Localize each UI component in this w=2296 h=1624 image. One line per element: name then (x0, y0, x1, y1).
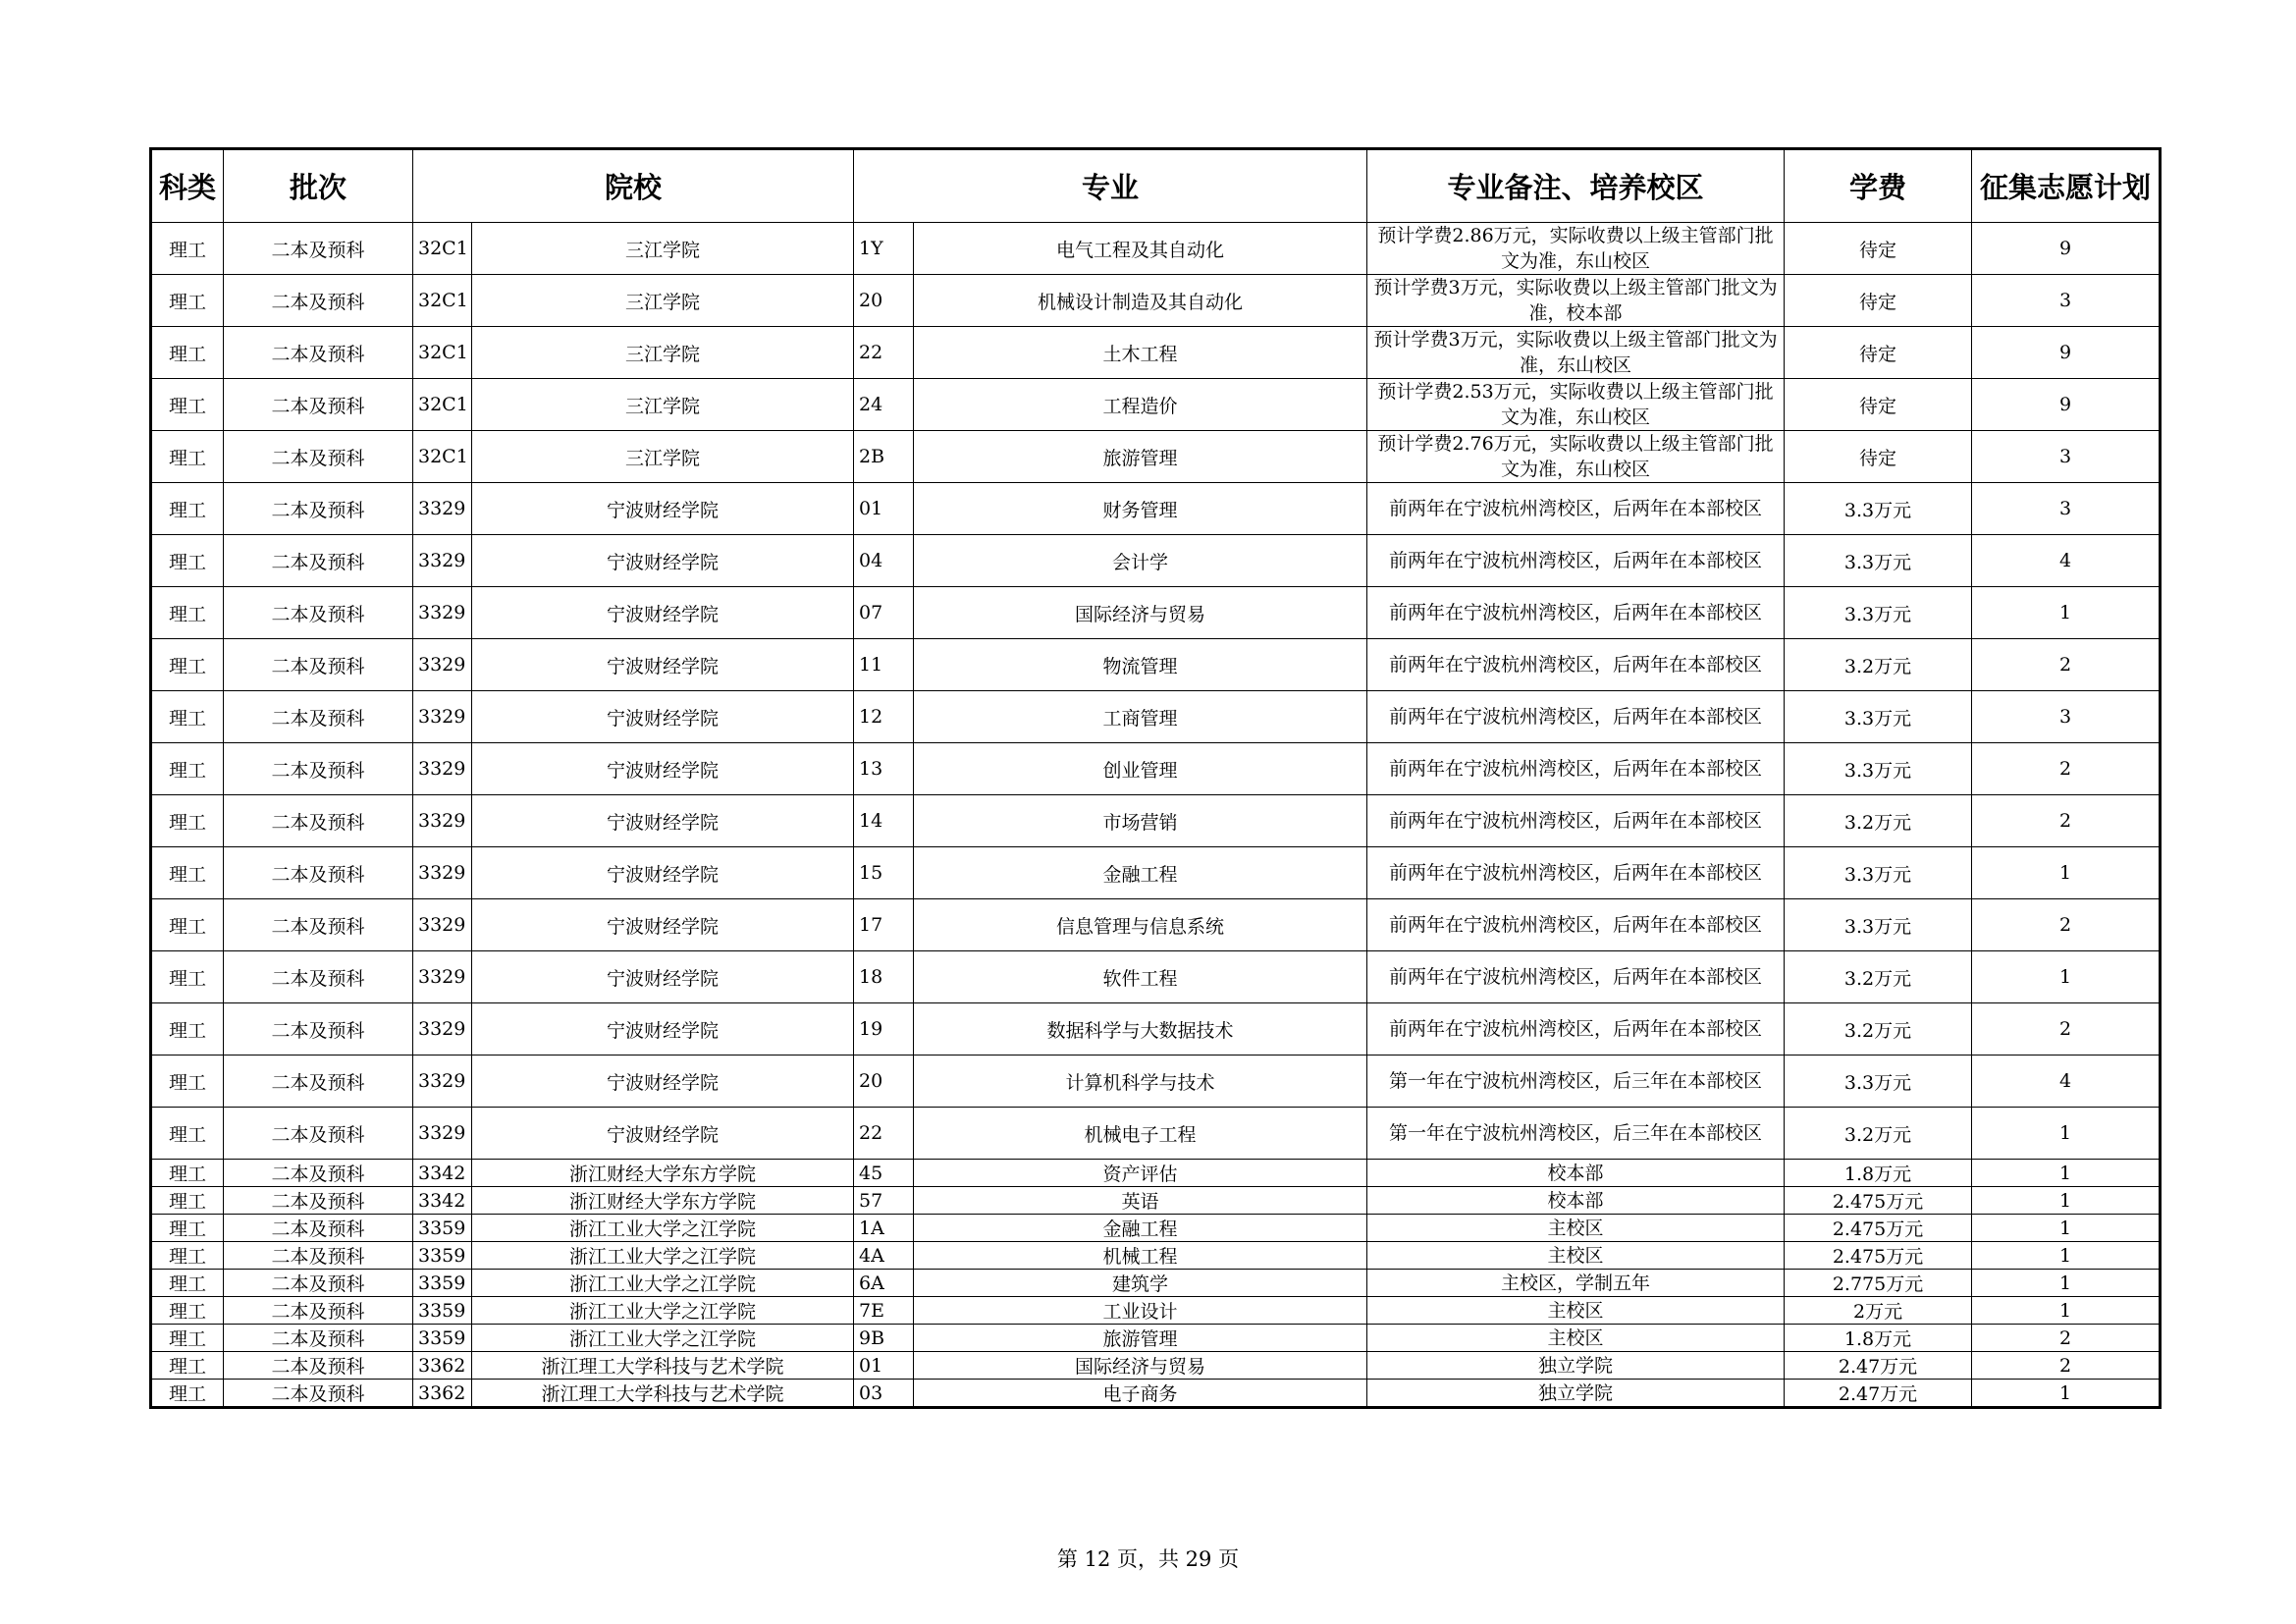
enrollment-table (149, 147, 2162, 1409)
category-cell: 理工 (151, 587, 224, 639)
batch-cell: 二本及预科 (224, 535, 413, 587)
school-code-cell: 3329 (413, 1003, 472, 1056)
note-cell: 前两年在宁波杭州湾校区，后两年在本部校区 (1367, 847, 1785, 899)
tuition-cell: 3.3万元 (1785, 1056, 1972, 1108)
major-name-cell: 旅游管理 (914, 1325, 1367, 1352)
table-row (151, 1380, 2161, 1408)
batch-cell: 二本及预科 (224, 1160, 413, 1187)
school-code-cell: 32C1 (413, 275, 472, 327)
batch-cell: 二本及预科 (224, 1297, 413, 1325)
note-cell: 预计学费2.86万元，实际收费以上级主管部门批文为准，东山校区 (1367, 223, 1785, 275)
plan-cell: 3 (1972, 483, 2161, 535)
plan-cell: 2 (1972, 1325, 2161, 1352)
tuition-cell: 2万元 (1785, 1297, 1972, 1325)
header-note: 专业备注、培养校区 (1367, 149, 1785, 223)
school-name-cell: 宁波财经学院 (472, 587, 854, 639)
batch-cell: 二本及预科 (224, 1352, 413, 1380)
category-cell: 理工 (151, 743, 224, 795)
school-name-cell: 浙江财经大学东方学院 (472, 1160, 854, 1187)
school-code-cell: 3359 (413, 1215, 472, 1242)
table-row (151, 431, 2161, 483)
major-name-cell: 软件工程 (914, 951, 1367, 1003)
school-name-cell: 三江学院 (472, 431, 854, 483)
batch-cell: 二本及预科 (224, 1325, 413, 1352)
plan-cell: 9 (1972, 379, 2161, 431)
note-cell: 主校区 (1367, 1325, 1785, 1352)
school-code-cell: 3329 (413, 587, 472, 639)
category-cell: 理工 (151, 1187, 224, 1215)
school-name-cell: 三江学院 (472, 275, 854, 327)
major-name-cell: 电气工程及其自动化 (914, 223, 1367, 275)
plan-cell: 3 (1972, 275, 2161, 327)
note-cell: 第一年在宁波杭州湾校区，后三年在本部校区 (1367, 1056, 1785, 1108)
school-code-cell: 3329 (413, 639, 472, 691)
note-cell: 前两年在宁波杭州湾校区，后两年在本部校区 (1367, 951, 1785, 1003)
school-name-cell: 浙江理工大学科技与艺术学院 (472, 1380, 854, 1408)
tuition-cell: 1.8万元 (1785, 1160, 1972, 1187)
major-code-cell: 11 (854, 639, 914, 691)
plan-cell: 1 (1972, 1108, 2161, 1160)
category-cell: 理工 (151, 1352, 224, 1380)
school-code-cell: 32C1 (413, 223, 472, 275)
major-code-cell: 1Y (854, 223, 914, 275)
plan-cell: 4 (1972, 1056, 2161, 1108)
tuition-cell: 待定 (1785, 431, 1972, 483)
school-code-cell: 32C1 (413, 327, 472, 379)
note-cell: 预计学费3万元，实际收费以上级主管部门批文为准，东山校区 (1367, 327, 1785, 379)
major-name-cell: 机械电子工程 (914, 1108, 1367, 1160)
major-name-cell: 数据科学与大数据技术 (914, 1003, 1367, 1056)
tuition-cell: 3.3万元 (1785, 691, 1972, 743)
major-code-cell: 9B (854, 1325, 914, 1352)
major-code-cell: 24 (854, 379, 914, 431)
tuition-cell: 2.47万元 (1785, 1380, 1972, 1408)
major-code-cell: 19 (854, 1003, 914, 1056)
table-row (151, 483, 2161, 535)
table-row (151, 587, 2161, 639)
note-cell: 主校区 (1367, 1242, 1785, 1270)
plan-cell: 2 (1972, 743, 2161, 795)
plan-cell: 4 (1972, 535, 2161, 587)
batch-cell: 二本及预科 (224, 1242, 413, 1270)
batch-cell: 二本及预科 (224, 1270, 413, 1297)
school-code-cell: 3329 (413, 795, 472, 847)
tuition-cell: 2.47万元 (1785, 1352, 1972, 1380)
category-cell: 理工 (151, 1056, 224, 1108)
table-row (151, 1215, 2161, 1242)
table-row (151, 691, 2161, 743)
table-row (151, 951, 2161, 1003)
major-name-cell: 土木工程 (914, 327, 1367, 379)
plan-cell: 2 (1972, 639, 2161, 691)
note-cell: 预计学费2.53万元，实际收费以上级主管部门批文为准，东山校区 (1367, 379, 1785, 431)
category-cell: 理工 (151, 275, 224, 327)
major-code-cell: 14 (854, 795, 914, 847)
category-cell: 理工 (151, 795, 224, 847)
major-name-cell: 金融工程 (914, 1215, 1367, 1242)
batch-cell: 二本及预科 (224, 327, 413, 379)
category-cell: 理工 (151, 1325, 224, 1352)
plan-cell: 2 (1972, 1352, 2161, 1380)
major-name-cell: 电子商务 (914, 1380, 1367, 1408)
major-name-cell: 机械工程 (914, 1242, 1367, 1270)
table-row (151, 1187, 2161, 1215)
note-cell: 前两年在宁波杭州湾校区，后两年在本部校区 (1367, 743, 1785, 795)
plan-cell: 1 (1972, 587, 2161, 639)
tuition-cell: 3.3万元 (1785, 847, 1972, 899)
header-school: 院校 (413, 149, 854, 223)
school-code-cell: 3329 (413, 691, 472, 743)
category-cell: 理工 (151, 691, 224, 743)
tuition-cell: 待定 (1785, 379, 1972, 431)
tuition-cell: 2.475万元 (1785, 1187, 1972, 1215)
note-cell: 主校区，学制五年 (1367, 1270, 1785, 1297)
category-cell: 理工 (151, 535, 224, 587)
batch-cell: 二本及预科 (224, 1108, 413, 1160)
batch-cell: 二本及预科 (224, 691, 413, 743)
category-cell: 理工 (151, 1242, 224, 1270)
table-row (151, 639, 2161, 691)
major-name-cell: 信息管理与信息系统 (914, 899, 1367, 951)
school-name-cell: 浙江理工大学科技与艺术学院 (472, 1352, 854, 1380)
header-tuition: 学费 (1785, 149, 1972, 223)
school-name-cell: 浙江财经大学东方学院 (472, 1187, 854, 1215)
school-name-cell: 宁波财经学院 (472, 899, 854, 951)
major-code-cell: 1A (854, 1215, 914, 1242)
major-name-cell: 国际经济与贸易 (914, 587, 1367, 639)
table-body (151, 223, 2161, 1408)
school-code-cell: 3329 (413, 899, 472, 951)
school-name-cell: 宁波财经学院 (472, 1003, 854, 1056)
school-name-cell: 宁波财经学院 (472, 639, 854, 691)
table-row (151, 223, 2161, 275)
school-name-cell: 宁波财经学院 (472, 951, 854, 1003)
note-cell: 预计学费3万元，实际收费以上级主管部门批文为准，校本部 (1367, 275, 1785, 327)
plan-cell: 1 (1972, 951, 2161, 1003)
tuition-cell: 3.2万元 (1785, 1003, 1972, 1056)
school-code-cell: 3342 (413, 1160, 472, 1187)
tuition-cell: 2.475万元 (1785, 1215, 1972, 1242)
school-code-cell: 3359 (413, 1297, 472, 1325)
table-row (151, 1297, 2161, 1325)
major-code-cell: 45 (854, 1160, 914, 1187)
major-code-cell: 01 (854, 1352, 914, 1380)
major-name-cell: 创业管理 (914, 743, 1367, 795)
table-row (151, 1056, 2161, 1108)
school-name-cell: 浙江工业大学之江学院 (472, 1242, 854, 1270)
school-name-cell: 浙江工业大学之江学院 (472, 1215, 854, 1242)
note-cell: 前两年在宁波杭州湾校区，后两年在本部校区 (1367, 639, 1785, 691)
plan-cell: 1 (1972, 1160, 2161, 1187)
major-name-cell: 国际经济与贸易 (914, 1352, 1367, 1380)
plan-cell: 1 (1972, 1380, 2161, 1408)
category-cell: 理工 (151, 1380, 224, 1408)
major-name-cell: 市场营销 (914, 795, 1367, 847)
category-cell: 理工 (151, 639, 224, 691)
school-code-cell: 3359 (413, 1270, 472, 1297)
school-name-cell: 浙江工业大学之江学院 (472, 1325, 854, 1352)
category-cell: 理工 (151, 431, 224, 483)
major-code-cell: 01 (854, 483, 914, 535)
major-name-cell: 物流管理 (914, 639, 1367, 691)
header-batch: 批次 (224, 149, 413, 223)
category-cell: 理工 (151, 899, 224, 951)
category-cell: 理工 (151, 847, 224, 899)
school-name-cell: 宁波财经学院 (472, 535, 854, 587)
plan-cell: 1 (1972, 1270, 2161, 1297)
batch-cell: 二本及预科 (224, 1056, 413, 1108)
school-name-cell: 浙江工业大学之江学院 (472, 1297, 854, 1325)
batch-cell: 二本及预科 (224, 483, 413, 535)
table-row (151, 1352, 2161, 1380)
major-code-cell: 07 (854, 587, 914, 639)
header-major: 专业 (854, 149, 1367, 223)
table-row (151, 327, 2161, 379)
major-code-cell: 20 (854, 1056, 914, 1108)
plan-cell: 9 (1972, 327, 2161, 379)
batch-cell: 二本及预科 (224, 587, 413, 639)
major-code-cell: 12 (854, 691, 914, 743)
plan-cell: 1 (1972, 1297, 2161, 1325)
note-cell: 校本部 (1367, 1160, 1785, 1187)
category-cell: 理工 (151, 951, 224, 1003)
major-name-cell: 财务管理 (914, 483, 1367, 535)
school-name-cell: 三江学院 (472, 379, 854, 431)
school-code-cell: 3329 (413, 1056, 472, 1108)
plan-cell: 9 (1972, 223, 2161, 275)
batch-cell: 二本及预科 (224, 431, 413, 483)
school-name-cell: 宁波财经学院 (472, 483, 854, 535)
major-name-cell: 工商管理 (914, 691, 1367, 743)
major-name-cell: 计算机科学与技术 (914, 1056, 1367, 1108)
school-code-cell: 3362 (413, 1380, 472, 1408)
school-code-cell: 3329 (413, 743, 472, 795)
major-code-cell: 22 (854, 1108, 914, 1160)
plan-cell: 2 (1972, 795, 2161, 847)
batch-cell: 二本及预科 (224, 223, 413, 275)
header-row (151, 149, 2161, 223)
category-cell: 理工 (151, 1215, 224, 1242)
tuition-cell: 待定 (1785, 275, 1972, 327)
batch-cell: 二本及预科 (224, 639, 413, 691)
table-row (151, 1325, 2161, 1352)
major-code-cell: 04 (854, 535, 914, 587)
school-code-cell: 3362 (413, 1352, 472, 1380)
table-row (151, 1003, 2161, 1056)
plan-cell: 2 (1972, 1003, 2161, 1056)
school-name-cell: 宁波财经学院 (472, 847, 854, 899)
tuition-cell: 2.775万元 (1785, 1270, 1972, 1297)
major-name-cell: 资产评估 (914, 1160, 1367, 1187)
school-code-cell: 3359 (413, 1242, 472, 1270)
major-name-cell: 旅游管理 (914, 431, 1367, 483)
table-row (151, 379, 2161, 431)
major-code-cell: 57 (854, 1187, 914, 1215)
note-cell: 前两年在宁波杭州湾校区，后两年在本部校区 (1367, 483, 1785, 535)
school-code-cell: 3329 (413, 535, 472, 587)
major-name-cell: 工程造价 (914, 379, 1367, 431)
school-code-cell: 3359 (413, 1325, 472, 1352)
note-cell: 校本部 (1367, 1187, 1785, 1215)
table-row (151, 1242, 2161, 1270)
table-row (151, 743, 2161, 795)
page-footer: 第 12 页，共 29 页 (1056, 1547, 1240, 1571)
plan-cell: 1 (1972, 1215, 2161, 1242)
note-cell: 独立学院 (1367, 1352, 1785, 1380)
major-code-cell: 17 (854, 899, 914, 951)
plan-cell: 2 (1972, 899, 2161, 951)
tuition-cell: 3.2万元 (1785, 639, 1972, 691)
school-name-cell: 宁波财经学院 (472, 1108, 854, 1160)
school-name-cell: 浙江工业大学之江学院 (472, 1270, 854, 1297)
school-code-cell: 3329 (413, 483, 472, 535)
school-name-cell: 三江学院 (472, 327, 854, 379)
category-cell: 理工 (151, 483, 224, 535)
plan-cell: 1 (1972, 1187, 2161, 1215)
major-code-cell: 7E (854, 1297, 914, 1325)
school-code-cell: 32C1 (413, 379, 472, 431)
category-cell: 理工 (151, 1160, 224, 1187)
category-cell: 理工 (151, 1003, 224, 1056)
table-row (151, 535, 2161, 587)
major-code-cell: 22 (854, 327, 914, 379)
major-name-cell: 机械设计制造及其自动化 (914, 275, 1367, 327)
note-cell: 前两年在宁波杭州湾校区，后两年在本部校区 (1367, 691, 1785, 743)
category-cell: 理工 (151, 327, 224, 379)
note-cell: 前两年在宁波杭州湾校区，后两年在本部校区 (1367, 795, 1785, 847)
note-cell: 独立学院 (1367, 1380, 1785, 1408)
tuition-cell: 2.475万元 (1785, 1242, 1972, 1270)
table-row (151, 1270, 2161, 1297)
batch-cell: 二本及预科 (224, 951, 413, 1003)
tuition-cell: 3.2万元 (1785, 951, 1972, 1003)
table-row (151, 795, 2161, 847)
major-name-cell: 建筑学 (914, 1270, 1367, 1297)
table-row (151, 899, 2161, 951)
tuition-cell: 1.8万元 (1785, 1325, 1972, 1352)
table-row (151, 1160, 2161, 1187)
note-cell: 前两年在宁波杭州湾校区，后两年在本部校区 (1367, 899, 1785, 951)
major-code-cell: 4A (854, 1242, 914, 1270)
school-name-cell: 宁波财经学院 (472, 743, 854, 795)
note-cell: 前两年在宁波杭州湾校区，后两年在本部校区 (1367, 587, 1785, 639)
note-cell: 第一年在宁波杭州湾校区，后三年在本部校区 (1367, 1108, 1785, 1160)
plan-cell: 1 (1972, 1242, 2161, 1270)
tuition-cell: 3.3万元 (1785, 899, 1972, 951)
major-name-cell: 工业设计 (914, 1297, 1367, 1325)
batch-cell: 二本及预科 (224, 899, 413, 951)
note-cell: 预计学费2.76万元，实际收费以上级主管部门批文为准，东山校区 (1367, 431, 1785, 483)
school-code-cell: 3342 (413, 1187, 472, 1215)
batch-cell: 二本及预科 (224, 1003, 413, 1056)
tuition-cell: 3.2万元 (1785, 1108, 1972, 1160)
category-cell: 理工 (151, 1270, 224, 1297)
major-code-cell: 03 (854, 1380, 914, 1408)
batch-cell: 二本及预科 (224, 743, 413, 795)
plan-cell: 3 (1972, 691, 2161, 743)
table-row (151, 1108, 2161, 1160)
table-row (151, 847, 2161, 899)
major-code-cell: 2B (854, 431, 914, 483)
note-cell: 前两年在宁波杭州湾校区，后两年在本部校区 (1367, 535, 1785, 587)
major-code-cell: 18 (854, 951, 914, 1003)
batch-cell: 二本及预科 (224, 1380, 413, 1408)
school-name-cell: 宁波财经学院 (472, 795, 854, 847)
tuition-cell: 待定 (1785, 223, 1972, 275)
tuition-cell: 3.3万元 (1785, 483, 1972, 535)
batch-cell: 二本及预科 (224, 379, 413, 431)
school-name-cell: 宁波财经学院 (472, 1056, 854, 1108)
header-category: 科类 (151, 149, 224, 223)
category-cell: 理工 (151, 1297, 224, 1325)
major-code-cell: 15 (854, 847, 914, 899)
major-name-cell: 英语 (914, 1187, 1367, 1215)
batch-cell: 二本及预科 (224, 1187, 413, 1215)
note-cell: 主校区 (1367, 1215, 1785, 1242)
plan-cell: 3 (1972, 431, 2161, 483)
category-cell: 理工 (151, 223, 224, 275)
batch-cell: 二本及预科 (224, 847, 413, 899)
school-name-cell: 三江学院 (472, 223, 854, 275)
category-cell: 理工 (151, 379, 224, 431)
tuition-cell: 待定 (1785, 327, 1972, 379)
header-plan: 征集志愿计划 (1972, 149, 2161, 223)
batch-cell: 二本及预科 (224, 795, 413, 847)
school-name-cell: 宁波财经学院 (472, 691, 854, 743)
batch-cell: 二本及预科 (224, 1215, 413, 1242)
plan-cell: 1 (1972, 847, 2161, 899)
major-code-cell: 13 (854, 743, 914, 795)
major-name-cell: 金融工程 (914, 847, 1367, 899)
tuition-cell: 3.2万元 (1785, 795, 1972, 847)
tuition-cell: 3.3万元 (1785, 587, 1972, 639)
major-name-cell: 会计学 (914, 535, 1367, 587)
tuition-cell: 3.3万元 (1785, 535, 1972, 587)
note-cell: 前两年在宁波杭州湾校区，后两年在本部校区 (1367, 1003, 1785, 1056)
major-code-cell: 6A (854, 1270, 914, 1297)
school-code-cell: 3329 (413, 847, 472, 899)
school-code-cell: 3329 (413, 951, 472, 1003)
batch-cell: 二本及预科 (224, 275, 413, 327)
school-code-cell: 3329 (413, 1108, 472, 1160)
school-code-cell: 32C1 (413, 431, 472, 483)
note-cell: 主校区 (1367, 1297, 1785, 1325)
table-row (151, 275, 2161, 327)
major-code-cell: 20 (854, 275, 914, 327)
category-cell: 理工 (151, 1108, 224, 1160)
tuition-cell: 3.3万元 (1785, 743, 1972, 795)
